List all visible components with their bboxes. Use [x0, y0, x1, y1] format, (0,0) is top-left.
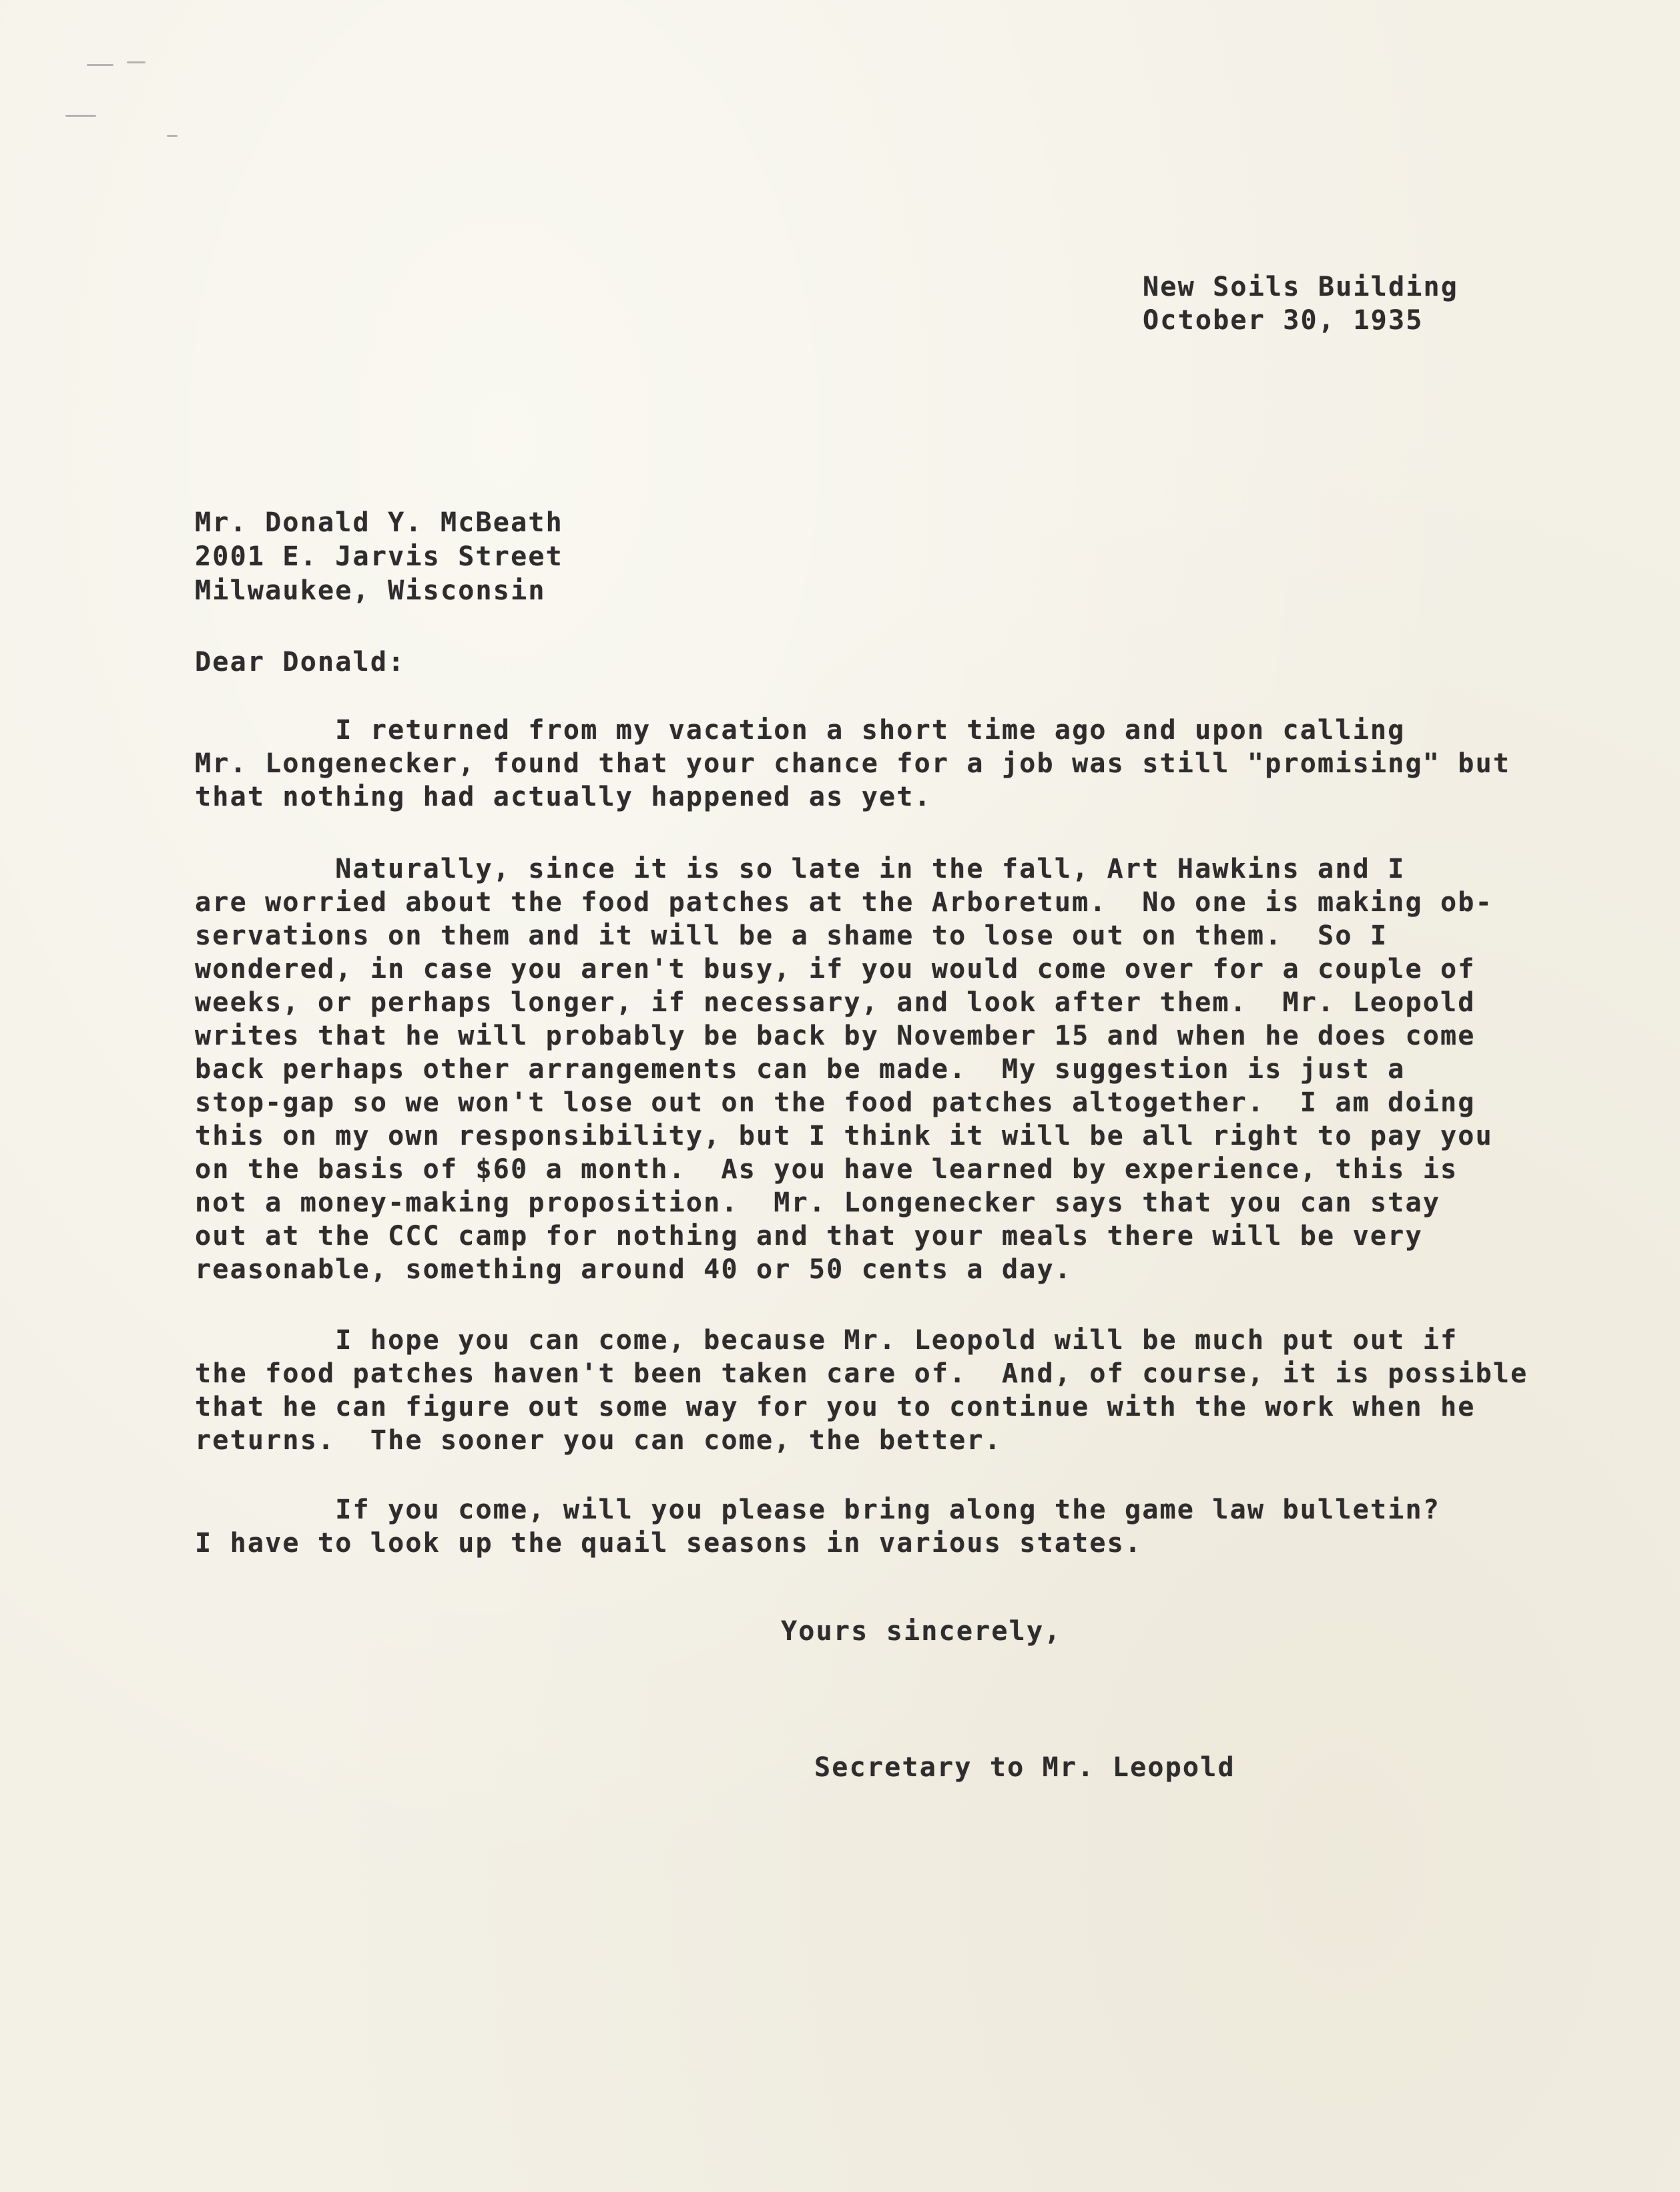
body-line: Naturally, since it is so late in the fall, Art Hawkins and I	[195, 854, 1406, 884]
body-line: back perhaps other arrangements can be made. My suggestion is just a	[195, 1054, 1406, 1085]
body-line: not a money-making proposition. Mr. Longenecker says that you can stay	[195, 1187, 1441, 1218]
body-line: servations on them and it will be a shame to lose out on them. So I	[195, 920, 1388, 951]
letter-date: October 30, 1935	[1143, 305, 1424, 336]
body-line: that nothing had actually happened as yet.	[195, 782, 932, 812]
body-line: stop-gap so we won't lose out on the food patches altogether. I am doing	[195, 1087, 1476, 1118]
recipient-name: Mr. Donald Y. McBeath	[195, 507, 563, 538]
body-line: I returned from my vacation a short time ago and upon calling	[195, 715, 1406, 746]
body-line: out at the CCC camp for nothing and that your meals there will be very	[195, 1221, 1423, 1252]
body-line: returns. The sooner you can come, the better.	[195, 1425, 1002, 1456]
salutation: Dear Donald:	[195, 647, 406, 677]
closing: Yours sincerely,	[781, 1616, 1062, 1647]
body-line: writes that he will probably be back by November 15 and when he does come	[195, 1021, 1476, 1051]
body-line: If you come, will you please bring along the game law bulletin?	[195, 1494, 1441, 1525]
margin-mark	[87, 64, 113, 66]
body-line: I hope you can come, because Mr. Leopold will be much put out if	[195, 1325, 1458, 1356]
body-line: this on my own responsibility, but I think it will be all right to pay you	[195, 1121, 1493, 1151]
body-line: Mr. Longenecker, found that your chance for a job was still "promising" but	[195, 748, 1511, 779]
signature-line: Secretary to Mr. Leopold	[814, 1752, 1235, 1783]
body-line: wondered, in case you aren't busy, if you would come over for a couple of	[195, 954, 1476, 985]
body-line: that he can figure out some way for you to continue with the work when he	[195, 1392, 1476, 1422]
body-line: reasonable, something around 40 or 50 cents a day.	[195, 1254, 1073, 1285]
body-line: weeks, or perhaps longer, if necessary, and look after them. Mr. Leopold	[195, 987, 1476, 1018]
body-line: the food patches haven't been taken care of. And, of course, it is possible	[195, 1358, 1528, 1389]
margin-mark	[127, 61, 146, 63]
body-line: on the basis of $60 a month. As you have learned by experience, this is	[195, 1154, 1458, 1185]
margin-mark	[65, 115, 96, 117]
margin-mark	[167, 135, 178, 137]
body-line: are worried about the food patches at the Arboretum. No one is making ob-	[195, 887, 1493, 918]
body-line: I have to look up the quail seasons in various states.	[195, 1528, 1143, 1559]
recipient-street: 2001 E. Jarvis Street	[195, 541, 563, 572]
letterhead-location: New Soils Building	[1143, 272, 1459, 302]
recipient-city: Milwaukee, Wisconsin	[195, 575, 546, 606]
